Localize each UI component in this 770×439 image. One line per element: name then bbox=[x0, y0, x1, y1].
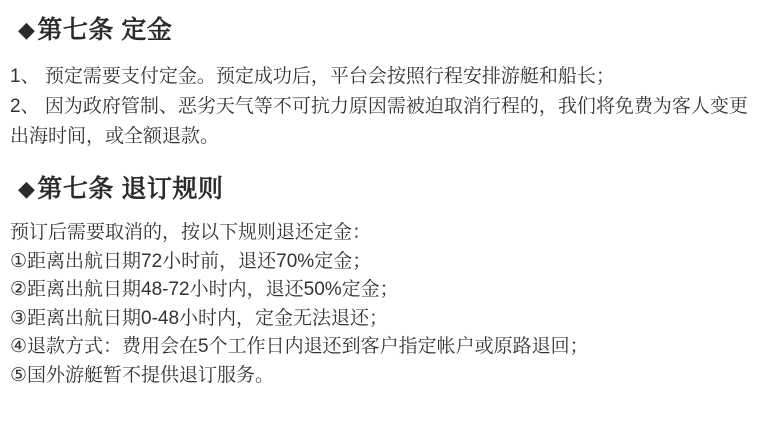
diamond-bullet-icon: ◆ bbox=[18, 17, 36, 42]
deposit-section-title-text: 第七条 定金 bbox=[37, 16, 173, 44]
diamond-bullet-icon: ◆ bbox=[18, 176, 36, 201]
cancellation-rule-4: ④退款方式：费用会在5个工作日内退还到客户指定帐户或原路退回； bbox=[10, 336, 589, 357]
cancellation-intro: 预订后需要取消的，按以下规则退还定金： bbox=[10, 222, 372, 243]
cancellation-rule-1: ①距离出航日期72小时前，退还70%定金； bbox=[10, 250, 372, 272]
deposit-paragraph-2: 2、 因为政府管制、恶劣天气等不可抗力原因需被迫取消行程的，我们将免费为客人变更出海时间，或全额退款。 bbox=[10, 96, 748, 147]
cancellation-rule-5: ⑤国外游艇暂不提供退订服务。 bbox=[10, 364, 275, 386]
deposit-section-title bbox=[18, 14, 756, 46]
cancellation-section-title-text: 第七条 退订规则 bbox=[37, 175, 224, 203]
deposit-paragraph-1: 1、 预定需要支付定金。预定成功后，平台会按照行程安排游艇和船长； bbox=[10, 66, 615, 87]
deposit-paragraphs bbox=[10, 62, 758, 152]
cancellation-rule-3: ③距离出航日期0-48小时内，定金无法退还； bbox=[10, 307, 389, 329]
cancellation-rule-2: ②距离出航日期48-72小时内，退还50%定金； bbox=[10, 279, 399, 300]
cancellation-section-title bbox=[18, 173, 756, 205]
cancellation-rules bbox=[10, 219, 762, 390]
